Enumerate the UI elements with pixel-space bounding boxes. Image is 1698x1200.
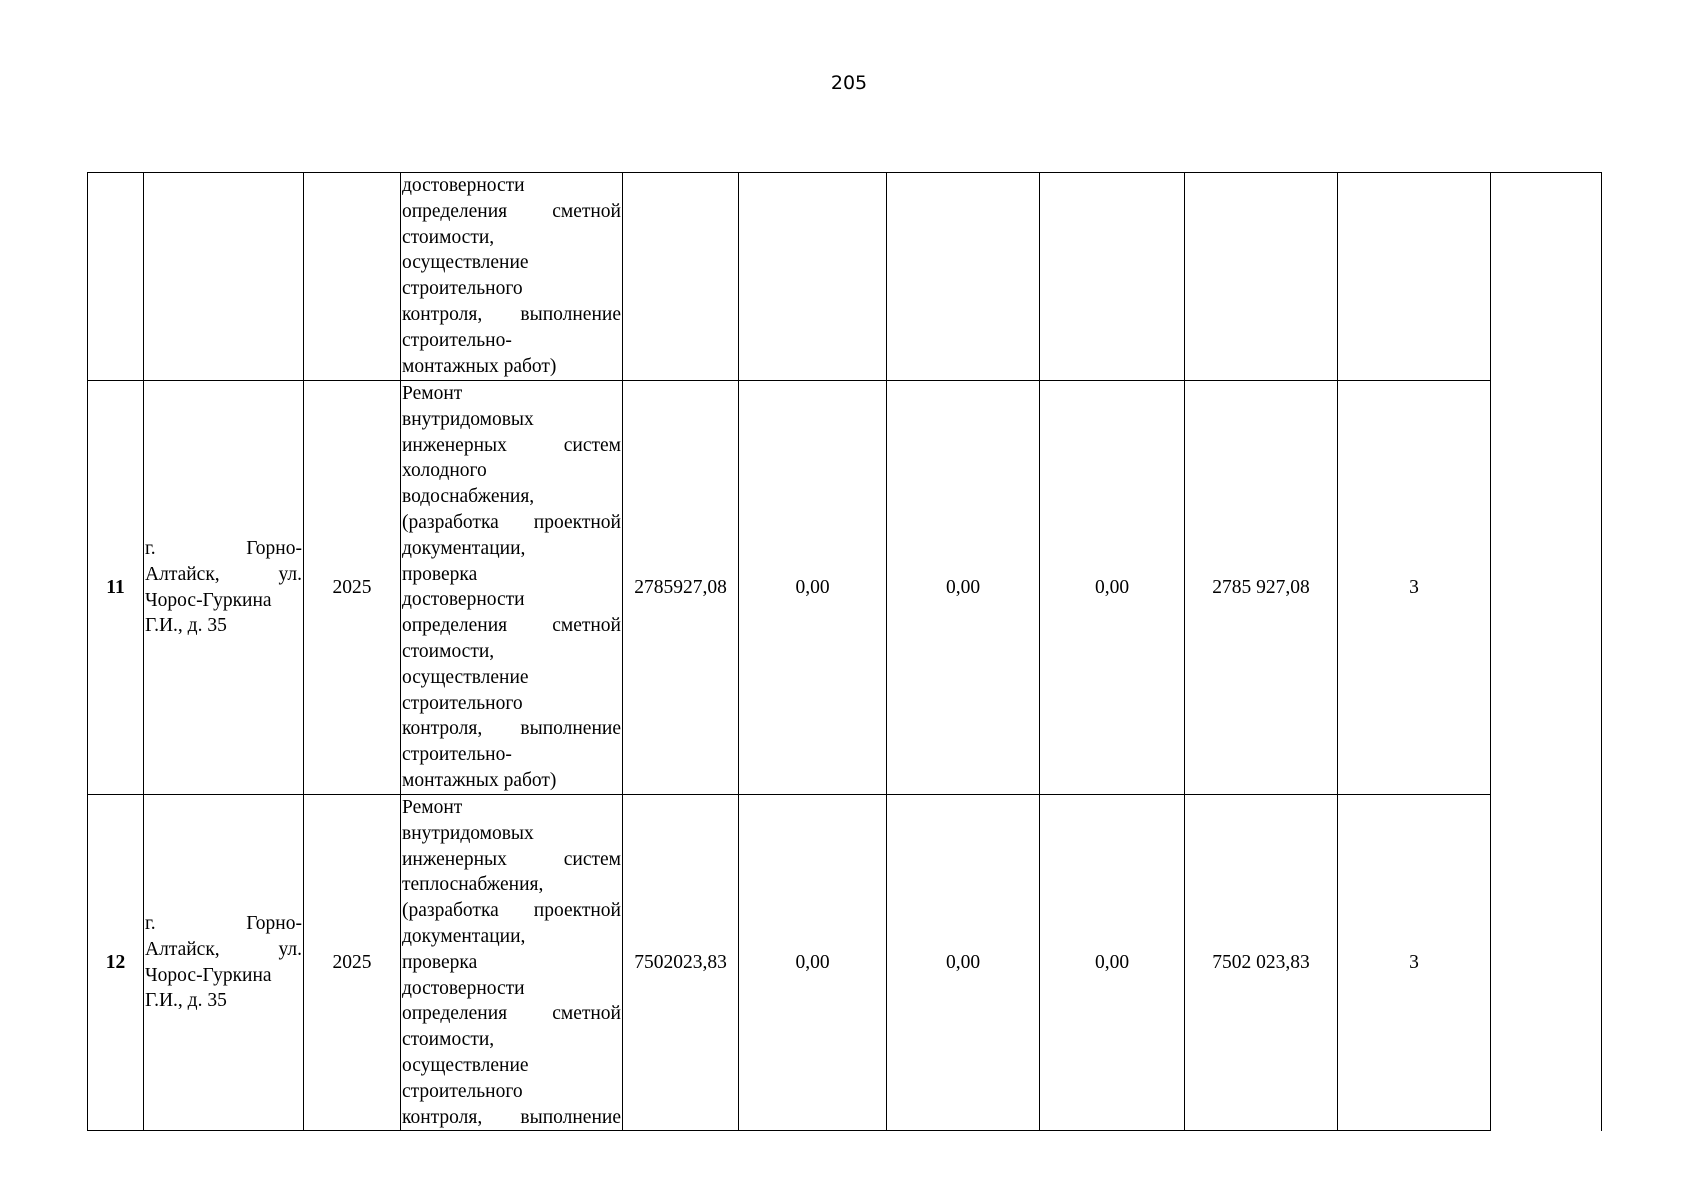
text-line: контроля, выполнение [402,1106,621,1128]
text-line: проверка [402,563,478,585]
amount-cell-2: 0,00 [887,795,1040,1131]
text-line: проверка [402,951,478,973]
text-line: Чорос-Гуркина [145,964,272,986]
text-line: строительно- [402,744,512,766]
text-line: стоимости, [402,226,495,248]
text-line: теплоснабжения, [402,874,544,896]
work-description-cell [401,381,623,795]
year-cell: 2025 [304,795,401,1131]
table-row [88,381,1602,795]
row-number-cell: 11 [88,381,144,795]
text-line: стоимости, [402,640,495,662]
amount-cell-4 [1185,173,1338,381]
repair-schedule-table [87,172,1602,1131]
text-line: строительного [402,1080,523,1102]
table-row [88,795,1602,1131]
address-cell [144,795,304,1131]
text-line: Алтайск, ул. [145,563,302,585]
year-cell [304,173,401,381]
amount-cell-3 [1040,173,1185,381]
term-cell: 3 [1338,381,1491,795]
text-line: монтажных работ) [402,769,557,791]
amount-cell-4: 7502 023,83 [1185,795,1338,1131]
text-line: Г.И., д. 35 [145,615,227,637]
text-line: достоверности [402,175,525,196]
term-cell [1338,173,1491,381]
text-line: монтажных работ) [402,355,557,377]
text-line: документации, [402,925,526,947]
address-cell [144,173,304,381]
text-line: строительного [402,692,523,714]
text-line: осуществление [402,666,529,688]
text-line: определения сметной [402,1003,621,1025]
text-line: водоснабжения, [402,486,535,508]
text-line: определения сметной [402,200,621,222]
text-line: холодного [402,460,487,482]
total-cost-cell [623,173,739,381]
text-line: инженерных систем [402,848,621,870]
table-row [88,173,1602,381]
text-line: г. Горно- [145,537,302,559]
amount-cell-4: 2785 927,08 [1185,381,1338,795]
text-line: строительного [402,278,523,300]
text-line: определения сметной [402,615,621,637]
row-number-cell: 12 [88,795,144,1131]
amount-cell-1 [739,173,887,381]
amount-cell-3: 0,00 [1040,381,1185,795]
text-line: инженерных систем [402,434,621,456]
text-line: достоверности [402,977,525,999]
text-line: документации, [402,537,526,559]
work-description-cell [401,173,623,381]
text-line: (разработка проектной [402,511,621,533]
year-cell: 2025 [304,381,401,795]
amount-cell-1: 0,00 [739,381,887,795]
text-line: достоверности [402,589,525,611]
text-line: г. Горно- [145,913,302,935]
amount-cell-2: 0,00 [887,381,1040,795]
text-line: Ремонт [402,383,463,404]
term-cell: 3 [1338,795,1491,1131]
text-line: осуществление [402,252,529,274]
text-line: стоимости, [402,1029,495,1051]
work-description-cell [401,795,623,1131]
row-number-cell [88,173,144,381]
text-line: Г.И., д. 35 [145,990,227,1012]
address-cell [144,381,304,795]
text-line: Ремонт [402,797,463,818]
text-line: (разработка проектной [402,900,621,922]
amount-cell-1: 0,00 [739,795,887,1131]
text-line: Алтайск, ул. [145,938,302,960]
text-line: контроля, выполнение [402,303,621,325]
last-column-cell [1491,173,1602,1131]
text-line: Чорос-Гуркина [145,589,272,611]
total-cost-cell: 2785927,08 [623,381,739,795]
total-cost-cell: 7502023,83 [623,795,739,1131]
text-line: осуществление [402,1054,529,1076]
page-number: 205 [830,72,868,94]
amount-cell-2 [887,173,1040,381]
text-line: внутридомовых [402,822,534,844]
text-line: внутридомовых [402,408,534,430]
text-line: контроля, выполнение [402,718,621,740]
amount-cell-3: 0,00 [1040,795,1185,1131]
text-line: строительно- [402,329,512,351]
